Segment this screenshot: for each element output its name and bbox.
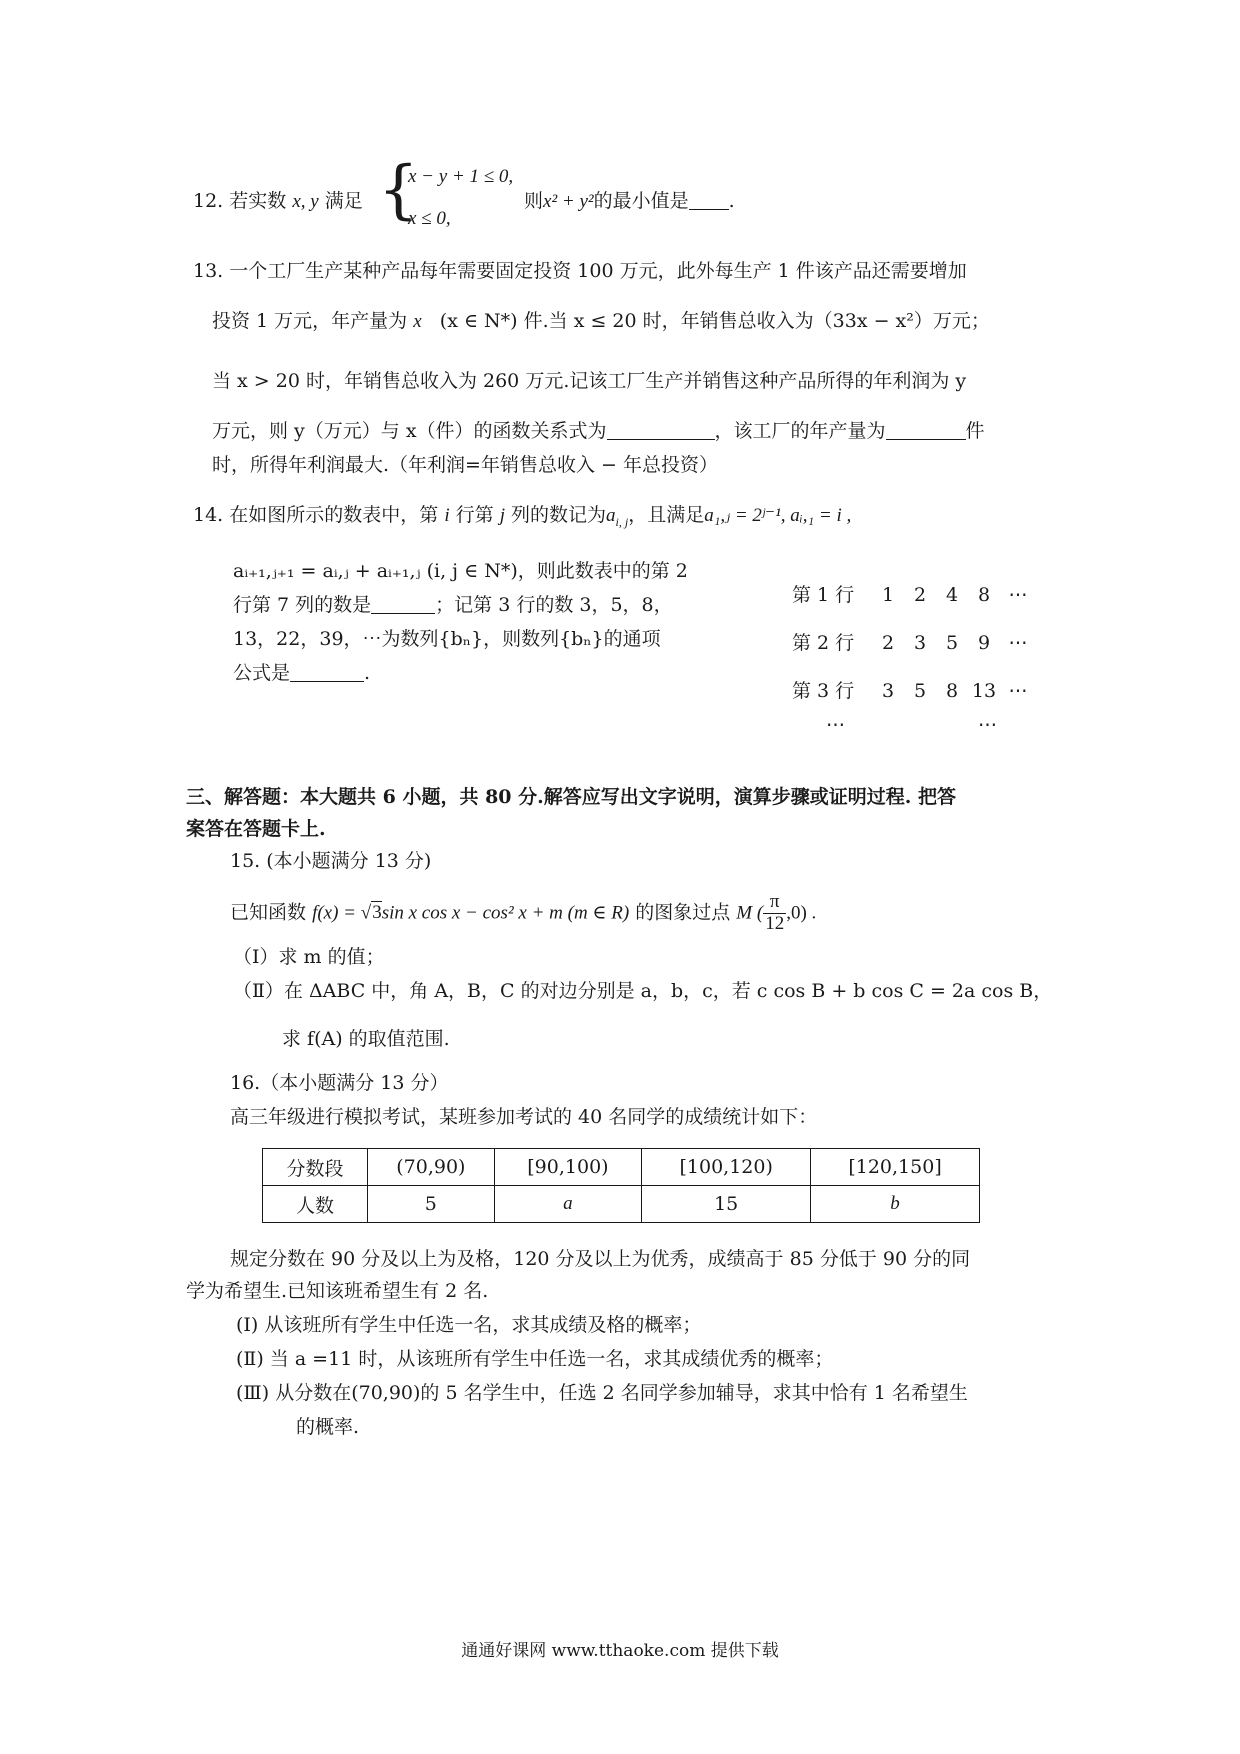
- q16-rule-1: 规定分数在 90 分及以上为及格，120 分及以上为优秀，成绩高于 85 分低于 90 分的同: [230, 1248, 971, 1270]
- q16-rule-2: 学为希望生.已知该班希望生有 2 名.: [186, 1280, 489, 1302]
- q16-count-cell: 人数: [263, 1186, 368, 1223]
- q16-count-cell: b: [811, 1186, 980, 1223]
- q14-table-row-2: 第 2 行 2 3 5 9 ⋯: [792, 632, 1028, 654]
- q13-line-5: 时，所得年利润最大.（年利润=年销售总收入 − 年总投资）: [212, 454, 718, 476]
- q12-constraint-2: x ≤ 0,: [408, 208, 451, 229]
- q12-constraint-1: x − y + 1 ≤ 0,: [408, 166, 514, 187]
- q16-part-3-cont: 的概率.: [296, 1416, 360, 1438]
- q13-line-4: 万元，则 y（万元）与 x（件）的函数关系式为 ，该工厂的年产量为 件: [212, 420, 985, 442]
- q12-tail: 则x² + y²的最小值是 .: [524, 190, 735, 212]
- q15-part-2-cont: 求 f(A) 的取值范围.: [282, 1028, 450, 1050]
- q15-stem: 已知函数 f(x) = √3sin x cos x − cos² x + m (m ∈ R) 的图象过点 M ( $\frac{\pi}{12}$ ,0) .: [230, 891, 817, 934]
- q16-part-3: (Ⅲ) 从分数在(70,90)的 5 名学生中，任选 2 名同学参加辅导，求其中恰有 1 名希望生: [236, 1382, 968, 1404]
- q16-score-table: [262, 1148, 980, 1223]
- q16-header-cell: (70,90): [368, 1149, 494, 1186]
- q15-part-1: （Ⅰ）求 m 的值；: [233, 946, 385, 968]
- q14-line-4: 13，22，39，⋯为数列{bₙ}，则数列{bₙ}的通项: [233, 628, 661, 650]
- q14-line-1: 14. 在如图所示的数表中，第 i 行第 j 列的数记为$a_{i, j}$，且满足a₁,ⱼ = 2ʲ⁻¹, aᵢ,₁ = i ,: [193, 504, 852, 529]
- q13-output-blank[interactable]: [886, 420, 966, 440]
- q13-line-1: 13. 一个工厂生产某种产品每年需要固定投资 100 万元，此外每生产 1 件该产品还需要增加: [193, 260, 967, 282]
- section-3-heading-2: 案答在答题卡上.: [186, 818, 326, 840]
- q14-line-2: aᵢ₊₁,ⱼ₊₁ = aᵢ,ⱼ + aᵢ₊₁,ⱼ (i, j ∈ N*)，则此数表中的第 2: [233, 560, 688, 582]
- q14-value-blank[interactable]: [371, 594, 435, 614]
- q14-line-5: 公式是 .: [233, 662, 371, 684]
- q16-count-cell: 5: [368, 1186, 494, 1223]
- q12-lead: 12. 若实数 x, y 满足: [193, 190, 363, 212]
- q16-header-cell: 分数段: [263, 1149, 368, 1186]
- q16-header-cell: [90,100): [494, 1149, 642, 1186]
- q16-header-cell: [120,150]: [811, 1149, 980, 1186]
- section-3-heading-1: 三、解答题：本大题共 6 小题，共 80 分.解答应写出文字说明，演算步骤或证明过程. 把答: [186, 786, 956, 808]
- q13-line-2: 投资 1 万元，年产量为 x (x ∈ N*) 件.当 x ≤ 20 时，年销售总收入为（33x − x²）万元；: [212, 310, 990, 332]
- q16-count-cell: 15: [642, 1186, 811, 1223]
- q14-line-3: 行第 7 列的数是 ；记第 3 行的数 3，5，8，: [233, 594, 673, 616]
- q12-answer-blank[interactable]: [689, 190, 729, 210]
- q14-table-row-1: 第 1 行 1 2 4 8 ⋯: [792, 584, 1028, 606]
- q16-part-1: (Ⅰ) 从该班所有学生中任选一名，求其成绩及格的概率；: [236, 1314, 702, 1336]
- page-footer: 通通好课网 www.tthaoke.com 提供下载: [461, 1641, 779, 1661]
- q13-function-blank[interactable]: [607, 420, 715, 440]
- q16-count-cell: a: [494, 1186, 642, 1223]
- q12-brace: {: [378, 153, 419, 227]
- q16-part-2: (Ⅱ) 当 a =11 时，从该班所有学生中任选一名，求其成绩优秀的概率；: [236, 1348, 834, 1370]
- q16-stem: 高三年级进行模拟考试，某班参加考试的 40 名同学的成绩统计如下：: [230, 1106, 818, 1128]
- q16-table-count-row: [263, 1186, 980, 1223]
- q14-table-dots-right: ⋯: [978, 714, 997, 736]
- q15-header: 15. (本小题满分 13 分): [230, 850, 432, 872]
- q13-line-3: 当 x > 20 时，年销售总收入为 260 万元.记该工厂生产并销售这种产品所得的年利润为 y: [212, 370, 967, 392]
- q14-table-row-3: 第 3 行 3 5 8 13 ⋯: [792, 680, 1028, 702]
- q16-header-cell: [100,120): [642, 1149, 811, 1186]
- q14-table-dots-left: ⋯: [826, 714, 845, 736]
- q16-table-header-row: [263, 1149, 980, 1186]
- q14-formula-blank[interactable]: [290, 662, 364, 682]
- q15-part-2: （Ⅱ）在 ΔABC 中，角 A，B，C 的对边分别是 a，b，c，若 c cos B + b cos C = 2a cos B，: [233, 980, 1053, 1002]
- q16-header: 16.（本小题满分 13 分）: [230, 1072, 449, 1094]
